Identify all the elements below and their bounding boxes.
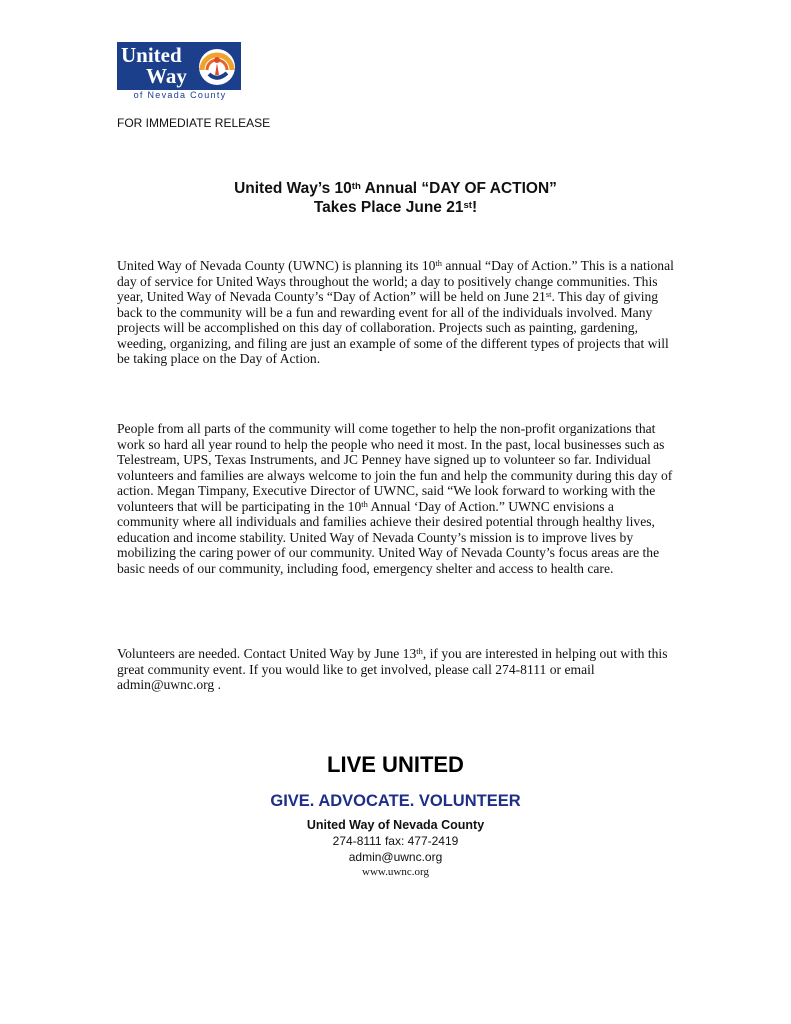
paragraph-text: People from all parts of the community will come together to help the non-profit organizations that work so hard all year round to help the people who need it most. In the past, local businesses such as Telestream, UPS, Texas Instruments, and JC Penney have signed up to volunteer so far. Individual volunteers and families are always welcome to join the fun and help the community during this day of action. Megan Timpany, Executive Director of UWNC, said “We look forward to working with the volunteers that will be participating in the 10 bbox=[117, 421, 673, 514]
body-paragraph-3 bbox=[117, 646, 677, 693]
headline-text: Annual “DAY OF ACTION” bbox=[360, 180, 557, 197]
headline-line-2 bbox=[0, 198, 791, 217]
hand-rainbow-icon bbox=[197, 46, 237, 86]
headline-text: United Way’s 10 bbox=[234, 180, 352, 197]
footer-org-name: United Way of Nevada County bbox=[306, 818, 485, 832]
headline-text: ! bbox=[472, 199, 478, 216]
footer-phone-fax: 274-8111 fax: 477-2419 bbox=[332, 834, 459, 848]
paragraph-text: Volunteers are needed. Contact United Way by June 13 bbox=[117, 646, 417, 661]
paragraph-superscript: th bbox=[435, 258, 442, 269]
paragraph-text: annual “Day of Action.” This is a national day of service for United Ways throughout the world; a day to positively change communities. This year, United Way of Nevada County’s “Day of Action” will be held on June 21 bbox=[117, 258, 674, 304]
slogan-live-united: LIVE UNITED bbox=[327, 752, 464, 777]
headline-superscript: th bbox=[351, 180, 361, 192]
headline-line-1 bbox=[0, 179, 791, 198]
headline-superscript: st bbox=[463, 199, 472, 211]
paragraph-superscript: st bbox=[545, 289, 552, 300]
united-way-logo bbox=[117, 42, 241, 101]
body-paragraph-1 bbox=[117, 258, 677, 367]
body-paragraph-2 bbox=[117, 421, 677, 576]
paragraph-text: , if you are interested in helping out with this great community event. If you would like to get involved, please call 274-8111 or email admin@uwnc.org . bbox=[117, 646, 668, 692]
paragraph-text: Annual ‘Day of Action.” UWNC envisions a community where all individuals and families achieve their desired potential through healthy lives, education and income stability. United Way of Nevada County’s mission is to improve lives by mobilizing the caring power of our community. United Way of Nevada County’s focus areas are the basic needs of our community, including food, emergency shelter and access to health care. bbox=[117, 498, 660, 576]
logo-word-way: Way bbox=[146, 64, 187, 88]
paragraph-superscript: th bbox=[361, 498, 368, 509]
headline-text: Takes Place June 21 bbox=[313, 199, 464, 216]
tagline: GIVE. ADVOCATE. VOLUNTEER bbox=[270, 792, 521, 810]
footer-website: www.uwnc.org bbox=[362, 866, 429, 878]
logo-subtitle: of Nevada County bbox=[133, 90, 227, 100]
paragraph-text: United Way of Nevada County (UWNC) is planning its 10 bbox=[117, 258, 436, 273]
logo-word-united: United bbox=[121, 43, 182, 67]
paragraph-text: . This day of giving back to the community will be a fun and rewarding event for all of the individuals involved. Many projects will be accomplished on this day of collaboration. Projects such as painting, gardening, weeding, organizing, and filing are just an example of some of the different types of projects that will be taking place on the Day of Action. bbox=[117, 289, 669, 366]
release-label: FOR IMMEDIATE RELEASE bbox=[117, 116, 271, 130]
footer-email: admin@uwnc.org bbox=[348, 850, 443, 864]
logo-box bbox=[117, 42, 241, 90]
paragraph-superscript: th bbox=[416, 646, 423, 657]
